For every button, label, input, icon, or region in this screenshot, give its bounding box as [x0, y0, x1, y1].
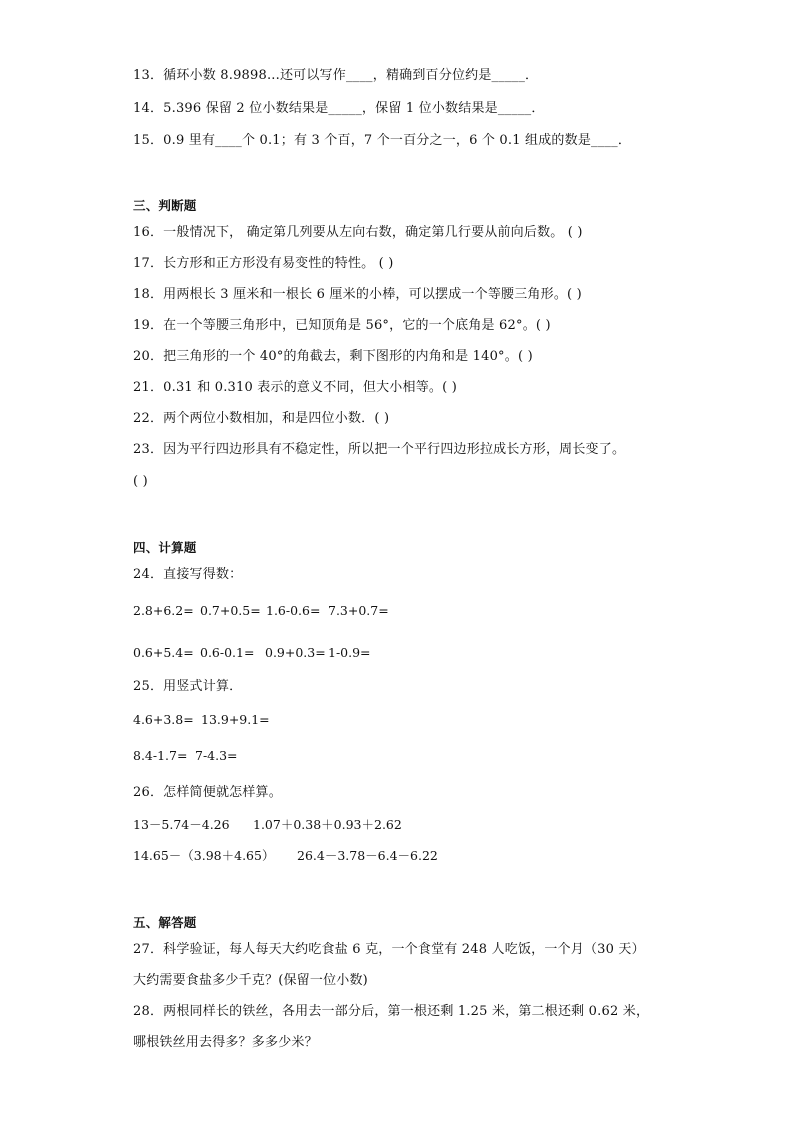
question-28-line1: 28．两根同样长的铁丝，各用去一部分后，第一根还剩 1.25 米，第二根还剩 0.62 米， [133, 1004, 650, 1019]
question-27-line1: 27．科学验证，每人每天大约吃食盐 6 克，一个食堂有 248 人吃饭，一个月（30 天） [133, 942, 645, 957]
question-18: 18．用两根长 3 厘米和一根长 6 厘米的小棒，可以摆成一个等腰三角形。( ) [133, 287, 582, 302]
question-24-row1 [133, 601, 389, 621]
question-19: 19．在一个等腰三角形中，已知顶角是 56°，它的一个底角是 62°。( ) [133, 318, 551, 333]
question-22: 22．两个两位小数相加，和是四位小数．( ) [133, 411, 390, 426]
expression: 0.9+0.3= [265, 645, 326, 660]
question-26: 26．怎样简便就怎样算。 [133, 785, 282, 800]
expression: 13.9+9.1= [201, 712, 270, 727]
question-23-line1: 23．因为平行四边形具有不稳定性，所以把一个平行四边形拉成长方形，周长变了。 [133, 442, 626, 457]
expression: 8.4-1.7= [133, 748, 188, 763]
question-15: 15．0.9 里有____个 0.1；有 3 个百，7 个一百分之一，6 个 0.1 组成的数是____． [133, 133, 632, 148]
question-20: 20．把三角形的一个 40°的角截去，剩下图形的内角和是 140°。( ) [133, 349, 533, 364]
expression: 2.8+6.2= [133, 603, 194, 618]
question-28-line2: 哪根铁丝用去得多？多多少米？ [133, 1035, 318, 1050]
expression: 1.07＋0.38＋0.93＋2.62 [253, 817, 402, 832]
expression: 14.65－（3.98＋4.65） [133, 848, 275, 863]
expression: 1.6-0.6= [266, 603, 321, 618]
question-16: 16．一般情况下， 确定第几列要从左向右数，确定第几行要从前向后数。 ( ) [133, 225, 583, 240]
expression: 0.6-0.1= [200, 645, 255, 660]
expression: 26.4－3.78－6.4－6.22 [297, 848, 438, 863]
question-25: 25．用竖式计算． [133, 679, 243, 694]
expression: 1-0.9= [328, 645, 371, 660]
expression: 13－5.74－4.26 [133, 817, 230, 832]
question-23-line2: ( ) [133, 474, 148, 489]
question-14: 14．5.396 保留 2 位小数结果是_____，保留 1 位小数结果是_____． [133, 101, 545, 116]
expression: 0.7+0.5= [200, 603, 261, 618]
section-calculation-heading: 四、计算题 [133, 540, 197, 555]
question-17: 17．长方形和正方形没有易变性的特性。 ( ) [133, 256, 394, 271]
question-25-row2 [133, 746, 238, 766]
expression: 7-4.3= [195, 748, 238, 763]
question-21: 21．0.31 和 0.310 表示的意义不同，但大小相等。( ) [133, 380, 457, 395]
section-judgment-heading: 三、判断题 [133, 198, 197, 213]
expression: 7.3+0.7= [328, 603, 389, 618]
question-27-line2: 大约需要食盐多少千克？(保留一位小数) [133, 973, 368, 988]
question-25-row1 [133, 710, 270, 730]
question-24: 24．直接写得数： [133, 567, 243, 582]
question-26-row2 [133, 846, 438, 866]
question-26-row1 [133, 815, 402, 835]
section-solve-heading: 五、解答题 [133, 915, 197, 930]
question-13: 13．循环小数 8.9898...还可以写作____，精确到百分位约是_____． [133, 68, 539, 83]
expression: 4.6+3.8= [133, 712, 194, 727]
expression: 0.6+5.4= [133, 645, 194, 660]
question-24-row2 [133, 643, 371, 663]
